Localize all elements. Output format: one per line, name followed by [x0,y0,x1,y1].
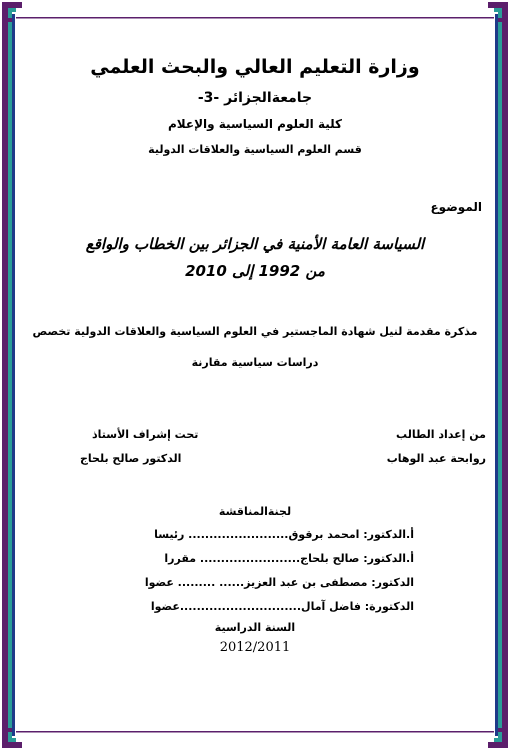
subject-label: الموضوع [430,200,482,214]
memo-description: مذكرة مقدمة لنيل شهادة الماجستير في العلوم السياسية والعلاقات الدولية تخصص [32,325,478,338]
border-left-purple [2,14,8,736]
border-right-purple [502,14,508,736]
border-right-teal [498,14,502,736]
border-left-teal [8,14,12,736]
faculty-name: كلية العلوم السياسية والإعلام [167,117,343,131]
supervisor-label: تحت إشراف الأستاذ [92,428,199,441]
jury-label: لجنةالمناقشة [218,505,292,518]
memo-specialization: دراسات سياسية مقارنة [191,356,319,369]
thesis-period: من 1992 إلى 2010 [185,262,325,280]
jury-member: أ.الدكتور: امحمد برقوق........................ رئيسا [154,528,414,541]
thesis-title: السياسة العامة الأمنية في الجزائر بين الخطاب والواقع [85,235,425,253]
corner-ornament-top-right [488,2,508,22]
jury-member: الدكتورة: فاضل آمال.............................عضوا [150,600,414,613]
jury-member: أ.الدكتور: صالح بلحاج........................ مقررا [164,552,414,565]
jury-member: الدكتور: مصطفى بن عبد العزيز...... ......... عضوا [144,576,414,589]
academic-year-label: السنة الدراسية [214,621,296,634]
prepared-by-label: من إعداد الطالب [396,428,486,441]
corner-ornament-top-left [2,2,22,22]
border-left-blue [12,14,15,736]
ministry-title: وزارة التعليم العالي والبحث العلمي [90,56,420,78]
university-name: جامعةالجزائر -3- [197,90,313,106]
department-name: قسم العلوم السياسية والعلاقات الدولية [148,143,362,156]
title-page [24,0,486,750]
academic-year: 2012/2011 [219,640,291,655]
supervisor-name: الدكتور صالح بلحاج [80,452,182,465]
border-right-blue [495,14,498,736]
student-name: روابحة عبد الوهاب [386,452,486,465]
